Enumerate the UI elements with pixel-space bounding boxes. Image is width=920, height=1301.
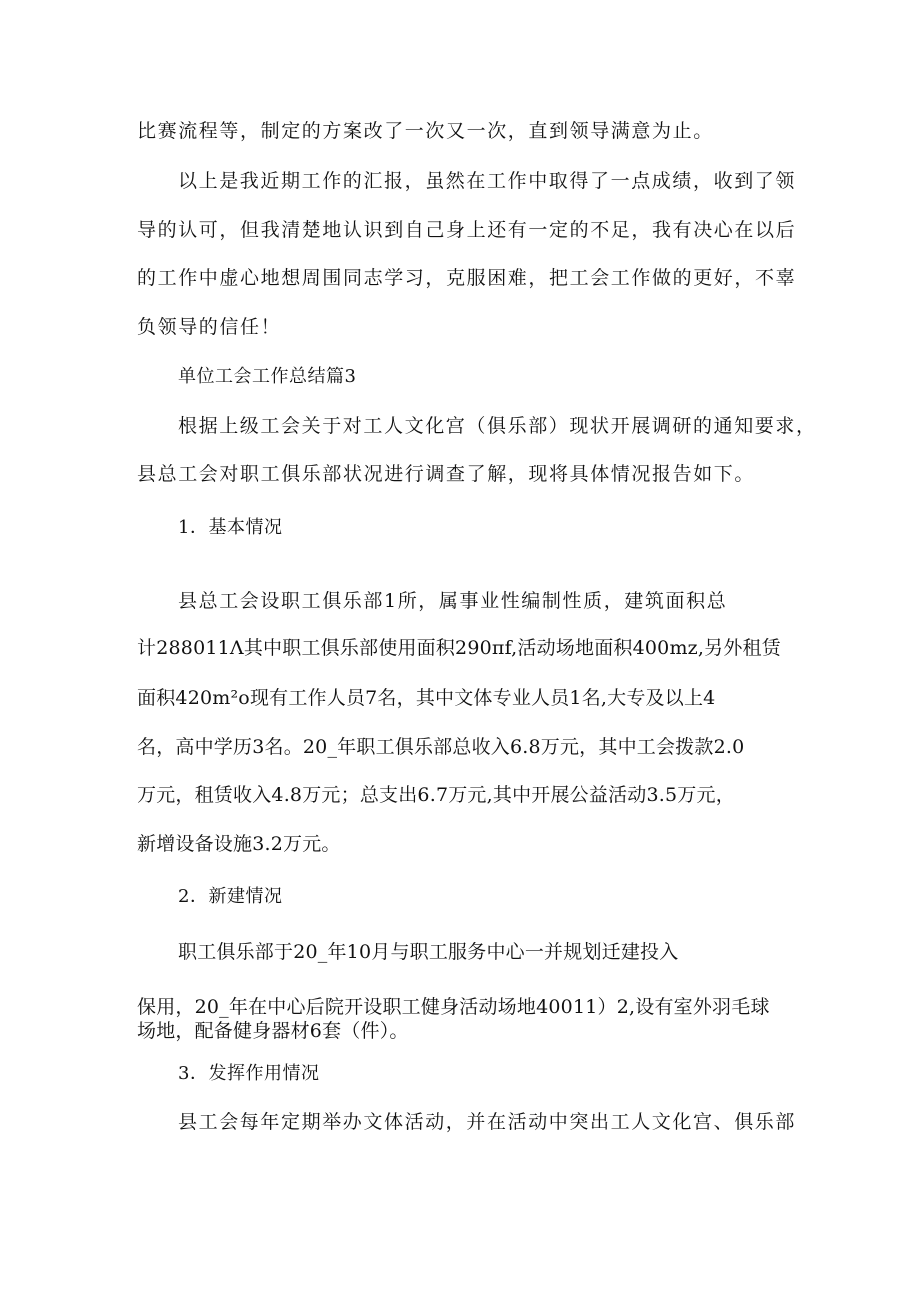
text-line: 比赛流程等，制定的方案改了一次又一次，直到领导满意为止。 (137, 120, 714, 142)
text-line: 场地，配备健身器材6套（件）。 (137, 1020, 409, 1042)
text-line: 负领导的信任！ (137, 316, 282, 338)
text-line: 职工俱乐部于20_年10月与职工服务中心一并规划迁建投入 (178, 941, 679, 963)
subsection-heading: 3．发挥作用情况 (178, 1063, 320, 1084)
text-line: 县总工会对职工俱乐部状况进行调查了解，现将具体情况报告如下。 (137, 463, 756, 485)
text-line: 以上是我近期工作的汇报，虽然在工作中取得了一点成绩，收到了领 (178, 170, 797, 192)
text-line: 保用，20_年在中心后院开设职工健身活动场地40011）2,设有室外羽毛球 (137, 996, 770, 1018)
subsection-heading: 1．基本情况 (178, 517, 283, 538)
text-line: 根据上级工会关于对工人文化宫（俱乐部）现状开展调研的通知要求， (178, 415, 817, 437)
text-line: 的工作中虚心地想周围同志学习，克服困难，把工会工作做的更好，不辜 (137, 267, 797, 289)
text-line: 县工会每年定期举办文体活动，并在活动中突出工人文化宫、俱乐部 (178, 1111, 797, 1133)
text-line: 导的认可，但我清楚地认识到自己身上还有一定的不足，我有决心在以后 (137, 219, 797, 241)
section-heading: 单位工会工作总结篇3 (178, 366, 357, 387)
text-line: 名，高中学历3名。20_年职工俱乐部总收入6.8万元，其中工会拨款2.0 (137, 736, 745, 758)
text-line: 面积420m²o现有工作人员7名，其中文体专业人员1名,大专及以上4 (137, 687, 716, 709)
subsection-heading: 2．新建情况 (178, 886, 283, 907)
text-line: 万元，租赁收入4.8万元；总支出6.7万元,其中开展公益活动3.5万元， (137, 784, 735, 806)
text-line: 计288011Λ其中职工俱乐部使用面积290πf,活动场地面积400mz,另外租赁 (137, 637, 781, 659)
text-line: 新增设备设施3.2万元。 (137, 833, 341, 855)
text-line: 县总工会设职工俱乐部1所，属事业性编制性质，建筑面积总 (178, 590, 728, 612)
